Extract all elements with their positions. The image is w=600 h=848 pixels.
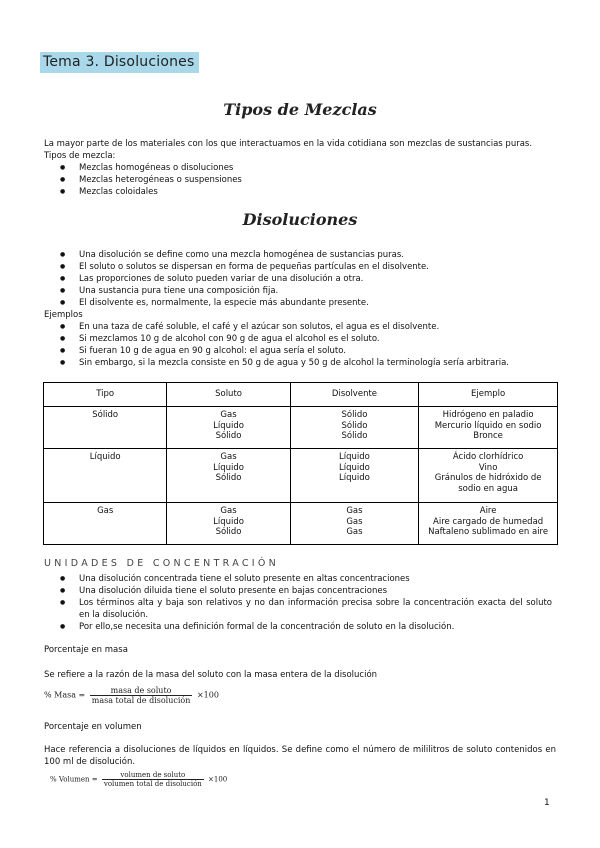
list-item: ● Mezclas homogéneas o disoluciones (60, 162, 242, 174)
cell-line: Bronce (473, 431, 503, 441)
cell-line: Hidrógeno en paladio (442, 410, 534, 420)
table-cell-soluto (167, 503, 290, 545)
list-item: ● En una taza de café soluble, el café y el azúcar son solutos, el agua es el disolvente. (60, 321, 509, 333)
volumen-formula (50, 771, 227, 788)
porcentaje-volumen-text: Hace referencia a disoluciones de líquidos en líquidos. Se define como el número de mililitros de soluto contenidos en 100 ml de disolución. (44, 745, 556, 767)
list-item: ● Una disolución se define como una mezcla homogénea de sustancias puras. (60, 249, 429, 261)
cell-line: Sólido (341, 431, 368, 441)
cell-line: Líquido (213, 462, 244, 473)
table-cell-tipo: Líquido (44, 449, 167, 503)
cell-line: Sólido (215, 527, 242, 537)
table-row (44, 407, 558, 449)
tipos-list (60, 162, 242, 198)
table-row (44, 449, 558, 503)
disoluciones-table (43, 382, 558, 545)
list-item: ● Una sustancia pura tiene una composición fija. (60, 285, 429, 297)
cell-line: Sólido (215, 473, 242, 483)
cell-line: Líquido (339, 473, 370, 483)
list-item: ● Mezclas heterogéneas o suspensiones (60, 174, 242, 186)
list-item: ● Por ello,se necesita una definición formal de la concentración de soluto en la disolución. (60, 621, 552, 633)
formula-fraction (90, 686, 193, 705)
cell-line: Gránulos de hidróxido de sodio en agua (434, 473, 542, 494)
cell-line: Gas (220, 410, 237, 420)
page-number: 1 (544, 798, 550, 808)
masa-formula (44, 686, 219, 705)
cell-line: Gas (346, 506, 363, 516)
table-header: Disolvente (290, 383, 419, 407)
table-cell-disolvente (290, 407, 419, 449)
table-cell-tipo: Sólido (44, 407, 167, 449)
heading-disoluciones: Disoluciones (242, 210, 358, 229)
formula-factor: ×100 (196, 690, 219, 700)
porcentaje-masa-text: Se refiere a la razón de la masa del soluto con la masa entera de la disolución (44, 670, 378, 680)
cell-line: Vino (478, 462, 498, 473)
cell-line: Ácido clorhídrico (452, 452, 524, 462)
cell-line: Aire cargado de humedad (433, 516, 544, 527)
formula-lhs: % Volumen = (50, 775, 98, 784)
document-title: Tema 3. Disoluciones (40, 52, 199, 73)
cell-line: Líquido (213, 420, 244, 431)
porcentaje-masa-heading: Porcentaje en masa (44, 645, 128, 655)
cell-line: Mercurio líquido en sodio (434, 420, 542, 431)
cell-line: Líquido (213, 516, 244, 527)
table-cell-disolvente (290, 449, 419, 503)
formula-numerator: masa de soluto (90, 686, 193, 696)
cell-line: Sólido (341, 410, 368, 420)
cell-line: Sólido (215, 431, 242, 441)
formula-denominator: masa total de disolución (91, 696, 191, 705)
list-item: ● Si fueran 10 g de agua en 90 g alcohol: el agua sería el soluto. (60, 345, 509, 357)
ejemplos-label: Ejemplos (44, 310, 83, 320)
disoluciones-list (60, 249, 429, 309)
table-row (44, 503, 558, 545)
formula-numerator: volumen de soluto (102, 771, 204, 780)
cell-line: Sólido (341, 420, 368, 431)
table-cell-disolvente (290, 503, 419, 545)
list-item: ● Una disolución concentrada tiene el soluto presente en altas concentraciones (60, 573, 552, 585)
cell-line: Líquido (339, 462, 370, 473)
table-header: Soluto (167, 383, 290, 407)
table-header: Tipo (44, 383, 167, 407)
heading-unidades-de-concentracion: UNIDADES DE CONCENTRACIÓN (44, 558, 280, 569)
table-header-row (44, 383, 558, 407)
list-item: ● Mezclas coloidales (60, 186, 242, 198)
formula-denominator: volumen total de disolución (103, 780, 202, 788)
list-item: ● Las proporciones de soluto pueden variar de una disolución a otra. (60, 273, 429, 285)
cell-line: Aire (479, 506, 497, 516)
porcentaje-volumen-heading: Porcentaje en volumen (44, 722, 142, 732)
table-cell-tipo: Gas (44, 503, 167, 545)
intro-paragraph: La mayor parte de los materiales con los que interactuamos en la vida cotidiana son mezclas de sustancias puras. (44, 139, 533, 149)
list-item: ● Los términos alta y baja son relativos y no dan información precisa sobre la concentración exacta del soluto en la disolución. (60, 597, 552, 621)
formula-fraction (102, 771, 204, 788)
cell-line: Gas (220, 452, 237, 462)
table-cell-ejemplo (419, 449, 558, 503)
formula-lhs: % Masa = (44, 690, 86, 700)
cell-line: Naftaleno sublimado en aire (428, 527, 549, 537)
formula-factor: ×100 (208, 775, 228, 784)
tipos-label: Tipos de mezcla: (44, 151, 116, 161)
table-cell-ejemplo (419, 503, 558, 545)
list-item: ● Si mezclamos 10 g de alcohol con 90 g de agua el alcohol es el soluto. (60, 333, 509, 345)
list-item: ● El disolvente es, normalmente, la especie más abundante presente. (60, 297, 429, 309)
unidades-list (60, 573, 552, 633)
list-item: ● Una disolución diluida tiene el soluto presente en bajas concentraciones (60, 585, 552, 597)
table-cell-ejemplo (419, 407, 558, 449)
table-cell-soluto (167, 407, 290, 449)
list-item: ● Sin embargo, si la mezcla consiste en 50 g de agua y 50 g de alcohol la terminología sería arbitraria. (60, 357, 509, 369)
table-cell-soluto (167, 449, 290, 503)
cell-line: Gas (220, 506, 237, 516)
cell-line: Gas (346, 516, 363, 527)
ejemplos-list (60, 321, 509, 369)
heading-tipos-de-mezclas: Tipos de Mezclas (223, 100, 377, 119)
table-header: Ejemplo (419, 383, 558, 407)
list-item: ● El soluto o solutos se dispersan en forma de pequeñas partículas en el disolvente. (60, 261, 429, 273)
cell-line: Gas (346, 527, 363, 537)
cell-line: Líquido (339, 452, 370, 462)
